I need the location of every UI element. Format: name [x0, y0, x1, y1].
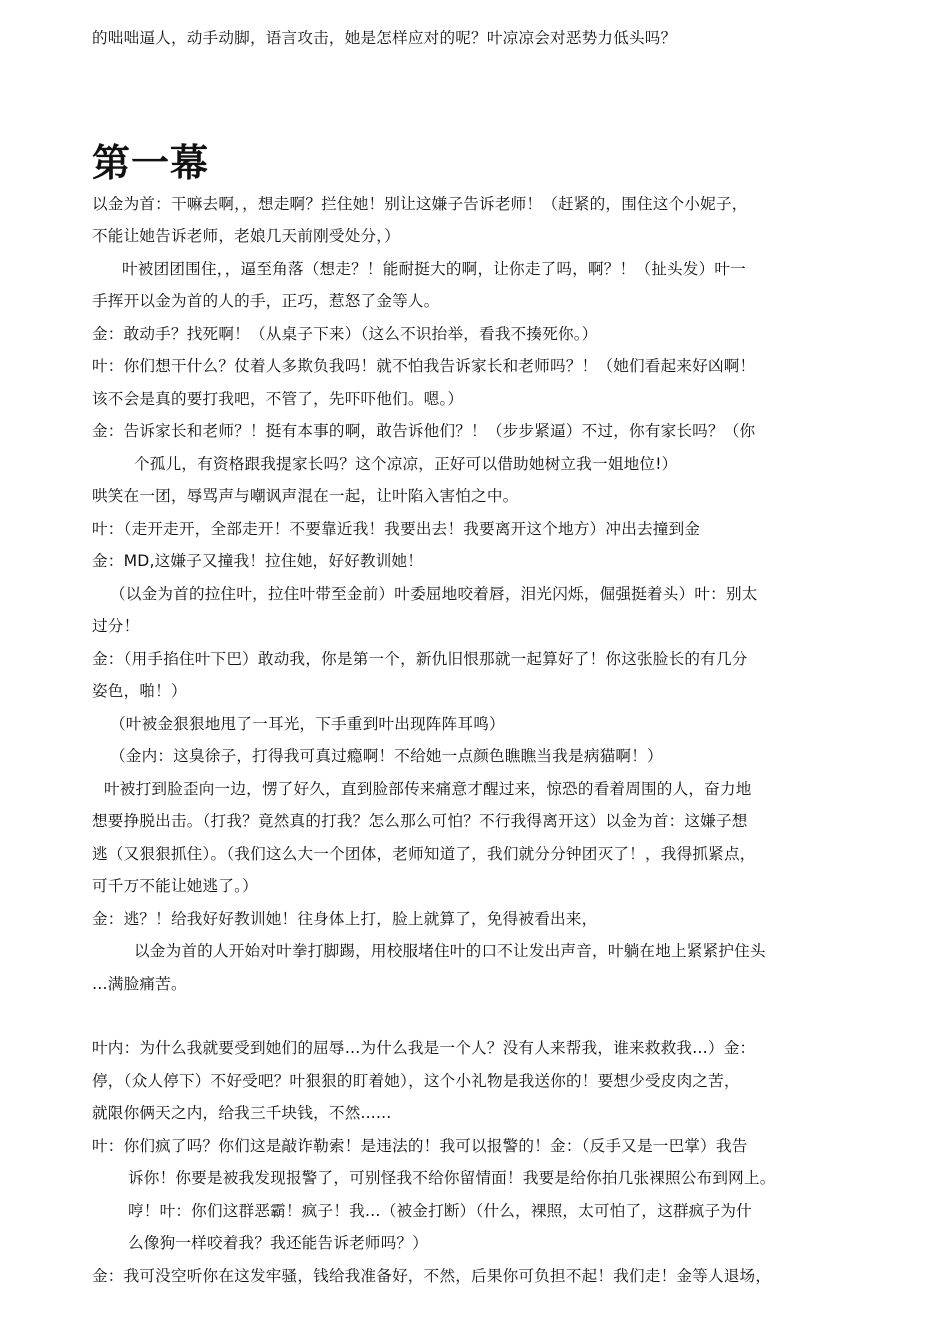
script-line: 叶：你们想干什么？仗着人多欺负我吗！就不怕我告诉家长和老师吗？！（她们看起来好凶啊！	[92, 357, 756, 375]
script-line: 叶：（走开走开，全部走开！不要靠近我！我要出去！我要离开这个地方）冲出去撞到金	[92, 519, 701, 538]
script-line: 该不会是真的要打我吧，不管了，先吓吓他们。嗯。）	[92, 389, 464, 408]
script-line: 手挥开以金为首的人的手，正巧，惹怒了金等人。	[92, 292, 440, 310]
document-page	[92, 22, 872, 1292]
script-line: （叶被金狠狠地甩了一耳光，下手重到叶出现阵阵耳鸣）	[110, 714, 505, 733]
intro-line: 的咄咄逼人，动手动脚，语言攻击，她是怎样应对的呢？叶凉凉会对恶势力低头吗？	[92, 29, 677, 47]
script-line: 个孤儿，有资格跟我提家长吗？这个凉凉，正好可以借助她树立我一姐地位!）	[134, 454, 678, 473]
script-line: 过分！	[92, 617, 140, 635]
script-line: 金：我可没空听你在这发牢骚，钱给我准备好，不然，后果你可负担不起！我们走！金等人退场，	[92, 1266, 772, 1285]
script-line: 么像狗一样咬着我？我还能告诉老师吗？）	[128, 1234, 429, 1252]
script-line: （以金为首的拉住叶，拉住叶带至金前）叶委屈地咬着唇，泪光闪烁，倔强挺着头）叶：别太	[110, 584, 758, 603]
script-line: 就限你俩天之内，给我三千块钱，不然......	[92, 1104, 392, 1122]
script-line: 停，（众人停下）不好受吧？叶狠狠的盯着她），这个小礼物是我送你的！要想少受皮肉之苦，	[92, 1071, 740, 1090]
script-line: 姿色，啪！）	[92, 682, 187, 700]
script-line: 哼！叶：你们这群恶霸！疯子！我…（被金打断）（什么，裸照，太可怕了，这群疯子为什	[128, 1201, 752, 1220]
act-heading: 第一幕	[92, 140, 210, 185]
script-line: 叶被团团围住，，逼至角落（想走？！能耐挺大的啊，让你走了吗，啊？！（扯头发）叶一	[122, 259, 746, 278]
script-line: 想要挣脱出击。（打我？竟然真的打我？怎么那么可怕？不行我得离开这）以金为首：这嫌子想	[92, 812, 748, 830]
script-line: 逃（又狠狠抓住）。（我们这么大一个团体，老师知道了，我们就分分钟团灭了！，我得抓紧点，	[92, 844, 756, 863]
script-line: 可千万不能让她逃了。）	[92, 877, 258, 895]
script-line: 不能让她告诉老师，老娘几天前刚受处分，）	[92, 227, 401, 245]
script-line: 诉你！你要是被我发现报警了，可别怪我不给你留情面！我要是给你拍几张裸照公布到网上。	[128, 1169, 776, 1187]
script-line: 金：（用手掐住叶下巴）敢动我，你是第一个，新仇旧恨那就一起算好了！你这张脸长的有几分	[92, 649, 748, 668]
script-line: 金：MD,这嫌子又撞我！拉住她，好好教训她！	[92, 552, 424, 570]
script-line: 金：敢动手？找死啊！（从桌子下来）（这么不识抬举，看我不揍死你。）	[92, 324, 598, 343]
script-line: （金内：这臭徐子，打得我可真过瘾啊！不给她一点颜色瞧瞧当我是病猫啊！）	[110, 747, 663, 765]
script-line: 哄笑在一团，辱骂声与嘲讽声混在一起，让叶陷入害怕之中。	[92, 487, 519, 505]
script-line: 以金为首：干嘛去啊，，想走啊？拦住她！别让这嫌子告诉老师！（赶紧的，围住这个小妮子，	[92, 194, 748, 213]
script-line: 以金为首的人开始对叶拳打脚踢，用校服堵住叶的口不让发出声音，叶躺在地上紧紧护住头	[134, 942, 766, 960]
script-line: 叶被打到脸歪向一边，愣了好久，直到脸部传来痛意才醒过来，惊恐的看着周围的人，奋力地	[104, 779, 752, 798]
script-line: 金：逃？！给我好好教训她！往身体上打，脸上就算了，免得被看出来，	[92, 909, 598, 928]
script-line: 金：告诉家长和老师？！挺有本事的啊，敢告诉他们？！（步步紧逼）不过，你有家长吗？（你	[92, 422, 756, 440]
script-line: 叶：你们疯了吗？你们这是敲诈勒索！是违法的！我可以报警的！金：（反手又是一巴掌）我告	[92, 1136, 748, 1155]
script-line: …满脸痛苦。	[92, 974, 187, 993]
script-line: 叶内：为什么我就要受到她们的屈辱…为什么我是一个人？没有人来帮我，谁来救救我…）金：	[92, 1039, 756, 1057]
